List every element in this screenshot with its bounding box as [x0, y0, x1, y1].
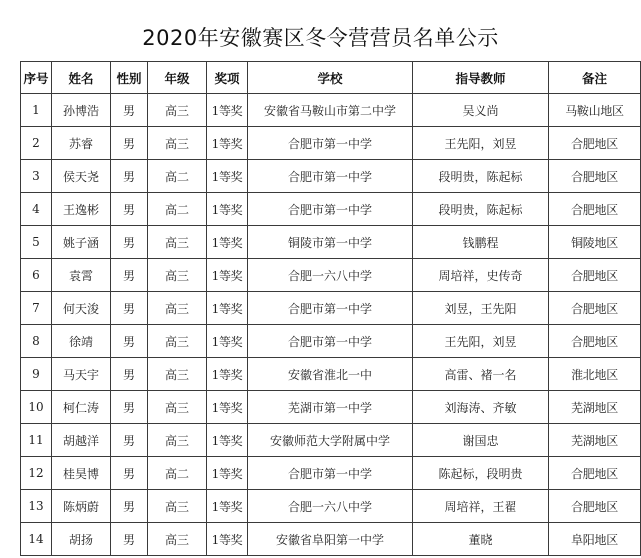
cell-name: 王逸彬 [52, 193, 111, 226]
cell-grade: 高三 [148, 259, 207, 292]
table-row [21, 358, 641, 391]
table-row [21, 226, 641, 259]
table-row [21, 94, 641, 127]
cell-award: 1等奖 [207, 358, 248, 391]
cell-award: 1等奖 [207, 94, 248, 127]
cell-gender: 男 [111, 457, 148, 490]
header-row [21, 62, 641, 94]
cell-index: 9 [21, 358, 52, 391]
cell-grade: 高三 [148, 391, 207, 424]
cell-gender: 男 [111, 160, 148, 193]
cell-index: 5 [21, 226, 52, 259]
cell-index: 8 [21, 325, 52, 358]
cell-school: 芜湖市第一中学 [248, 391, 413, 424]
cell-index: 2 [21, 127, 52, 160]
cell-note: 铜陵地区 [549, 226, 641, 259]
cell-gender: 男 [111, 424, 148, 457]
cell-gender: 男 [111, 523, 148, 556]
cell-name: 徐靖 [52, 325, 111, 358]
cell-school: 安徽省淮北一中 [248, 358, 413, 391]
cell-grade: 高三 [148, 94, 207, 127]
cell-grade: 高三 [148, 490, 207, 523]
cell-grade: 高三 [148, 424, 207, 457]
cell-award: 1等奖 [207, 424, 248, 457]
cell-award: 1等奖 [207, 292, 248, 325]
cell-grade: 高三 [148, 127, 207, 160]
cell-school: 安徽省马鞍山市第二中学 [248, 94, 413, 127]
cell-school: 合肥市第一中学 [248, 457, 413, 490]
cell-name: 胡扬 [52, 523, 111, 556]
cell-gender: 男 [111, 94, 148, 127]
cell-award: 1等奖 [207, 127, 248, 160]
cell-gender: 男 [111, 226, 148, 259]
cell-school: 合肥市第一中学 [248, 160, 413, 193]
cell-award: 1等奖 [207, 226, 248, 259]
cell-school: 合肥一六八中学 [248, 490, 413, 523]
cell-award: 1等奖 [207, 490, 248, 523]
cell-name: 马天宇 [52, 358, 111, 391]
cell-teacher: 刘昱，王先阳 [413, 292, 549, 325]
cell-index: 11 [21, 424, 52, 457]
cell-teacher: 谢国忠 [413, 424, 549, 457]
cell-index: 12 [21, 457, 52, 490]
cell-teacher: 刘海涛、齐敏 [413, 391, 549, 424]
table-row [21, 160, 641, 193]
cell-note: 合肥地区 [549, 490, 641, 523]
cell-gender: 男 [111, 127, 148, 160]
column-header-award: 奖项 [207, 62, 248, 94]
cell-school: 铜陵市第一中学 [248, 226, 413, 259]
cell-award: 1等奖 [207, 457, 248, 490]
column-header-note: 备注 [549, 62, 641, 94]
cell-grade: 高二 [148, 193, 207, 226]
cell-gender: 男 [111, 193, 148, 226]
table-row [21, 490, 641, 523]
cell-index: 10 [21, 391, 52, 424]
cell-teacher: 周培祥，王翟 [413, 490, 549, 523]
cell-name: 胡越洋 [52, 424, 111, 457]
cell-note: 马鞍山地区 [549, 94, 641, 127]
cell-note: 合肥地区 [549, 259, 641, 292]
cell-note: 淮北地区 [549, 358, 641, 391]
cell-index: 4 [21, 193, 52, 226]
table-row [21, 325, 641, 358]
cell-name: 陈炳蔚 [52, 490, 111, 523]
cell-teacher: 陈起标，段明贵 [413, 457, 549, 490]
cell-gender: 男 [111, 292, 148, 325]
cell-grade: 高二 [148, 160, 207, 193]
column-header-school: 学校 [248, 62, 413, 94]
cell-school: 合肥市第一中学 [248, 292, 413, 325]
cell-gender: 男 [111, 358, 148, 391]
cell-gender: 男 [111, 490, 148, 523]
cell-award: 1等奖 [207, 391, 248, 424]
cell-note: 合肥地区 [549, 160, 641, 193]
cell-index: 7 [21, 292, 52, 325]
cell-index: 14 [21, 523, 52, 556]
cell-teacher: 段明贵，陈起标 [413, 160, 549, 193]
cell-award: 1等奖 [207, 193, 248, 226]
table-row [21, 292, 641, 325]
column-header-name: 姓名 [52, 62, 111, 94]
cell-name: 苏睿 [52, 127, 111, 160]
table-row [21, 391, 641, 424]
cell-teacher: 钱鹏程 [413, 226, 549, 259]
cell-index: 6 [21, 259, 52, 292]
cell-note: 阜阳地区 [549, 523, 641, 556]
table-row [21, 424, 641, 457]
cell-name: 袁霄 [52, 259, 111, 292]
table-row [21, 259, 641, 292]
cell-note: 合肥地区 [549, 325, 641, 358]
cell-grade: 高三 [148, 226, 207, 259]
cell-school: 合肥市第一中学 [248, 193, 413, 226]
cell-grade: 高三 [148, 325, 207, 358]
cell-school: 合肥市第一中学 [248, 127, 413, 160]
cell-note: 芜湖地区 [549, 391, 641, 424]
column-header-gender: 性别 [111, 62, 148, 94]
cell-school: 安徽师范大学附属中学 [248, 424, 413, 457]
column-header-teacher: 指导教师 [413, 62, 549, 94]
cell-grade: 高二 [148, 457, 207, 490]
table-row [21, 523, 641, 556]
cell-gender: 男 [111, 391, 148, 424]
cell-school: 合肥市第一中学 [248, 325, 413, 358]
cell-name: 孙博浩 [52, 94, 111, 127]
cell-index: 13 [21, 490, 52, 523]
cell-note: 合肥地区 [549, 457, 641, 490]
cell-award: 1等奖 [207, 325, 248, 358]
cell-teacher: 周培祥，史传奇 [413, 259, 549, 292]
cell-index: 1 [21, 94, 52, 127]
cell-school: 合肥一六八中学 [248, 259, 413, 292]
cell-name: 姚子涵 [52, 226, 111, 259]
cell-grade: 高三 [148, 292, 207, 325]
cell-name: 何天浚 [52, 292, 111, 325]
cell-teacher: 董晓 [413, 523, 549, 556]
table-row [21, 127, 641, 160]
cell-award: 1等奖 [207, 160, 248, 193]
cell-school: 安徽省阜阳第一中学 [248, 523, 413, 556]
cell-name: 桂昊博 [52, 457, 111, 490]
cell-teacher: 王先阳，刘昱 [413, 325, 549, 358]
cell-note: 芜湖地区 [549, 424, 641, 457]
cell-note: 合肥地区 [549, 193, 641, 226]
cell-note: 合肥地区 [549, 292, 641, 325]
cell-gender: 男 [111, 325, 148, 358]
page-title: 2020年安徽赛区冬令营营员名单公示 [142, 26, 499, 50]
cell-teacher: 段明贵，陈起标 [413, 193, 549, 226]
table-row [21, 457, 641, 490]
cell-name: 柯仁涛 [52, 391, 111, 424]
cell-award: 1等奖 [207, 259, 248, 292]
column-header-grade: 年级 [148, 62, 207, 94]
cell-name: 侯天尧 [52, 160, 111, 193]
cell-teacher: 吴义尚 [413, 94, 549, 127]
cell-teacher: 高雷、褚一名 [413, 358, 549, 391]
cell-gender: 男 [111, 259, 148, 292]
cell-teacher: 王先阳，刘昱 [413, 127, 549, 160]
column-header-index: 序号 [21, 62, 52, 94]
cell-grade: 高三 [148, 523, 207, 556]
cell-index: 3 [21, 160, 52, 193]
roster-body [21, 94, 641, 556]
cell-grade: 高三 [148, 358, 207, 391]
cell-award: 1等奖 [207, 523, 248, 556]
table-row [21, 193, 641, 226]
roster-table [20, 61, 641, 556]
cell-note: 合肥地区 [549, 127, 641, 160]
